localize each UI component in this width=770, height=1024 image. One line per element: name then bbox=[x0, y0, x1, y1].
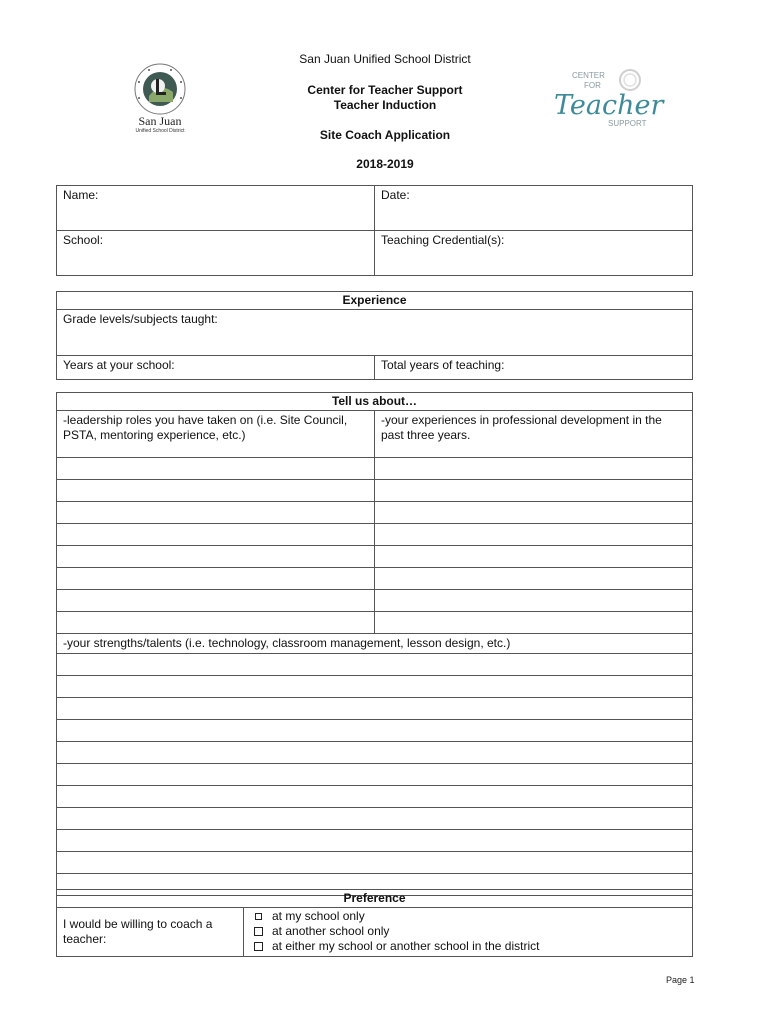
name-label: Name: bbox=[63, 188, 99, 202]
page-header bbox=[0, 0, 770, 180]
leadership-answer-line[interactable] bbox=[57, 590, 375, 612]
option-label: at another school only bbox=[272, 924, 390, 938]
preference-title: Preference bbox=[57, 890, 693, 908]
grade-levels-field[interactable] bbox=[57, 310, 693, 356]
logo-center-text: CENTER bbox=[572, 71, 605, 80]
strengths-prompt: -your strengths/talents (i.e. technology, classroom management, lesson design, etc.) bbox=[57, 634, 693, 654]
credential-label: Teaching Credential(s): bbox=[381, 233, 505, 247]
strengths-answer-line[interactable] bbox=[57, 786, 693, 808]
district-name: San Juan Unified School District bbox=[299, 52, 471, 66]
pd-answer-line[interactable] bbox=[375, 568, 693, 590]
logo-teacher-text: Teacher bbox=[554, 90, 664, 121]
leadership-answer-line[interactable] bbox=[57, 612, 375, 634]
checkbox-icon[interactable] bbox=[255, 913, 262, 920]
leadership-answer-line[interactable] bbox=[57, 502, 375, 524]
willing-label: I would be willing to coach a teacher: bbox=[57, 908, 244, 957]
strengths-answer-line[interactable] bbox=[57, 830, 693, 852]
grade-levels-label: Grade levels/subjects taught: bbox=[63, 312, 218, 326]
strengths-answer-line[interactable] bbox=[57, 676, 693, 698]
pd-answer-line[interactable] bbox=[375, 458, 693, 480]
option-either-school[interactable] bbox=[244, 939, 686, 954]
center-name: Center for Teacher Support bbox=[307, 83, 463, 97]
strengths-answer-line[interactable] bbox=[57, 698, 693, 720]
pd-answer-line[interactable] bbox=[375, 590, 693, 612]
experience-table bbox=[56, 291, 693, 380]
pd-answer-line[interactable] bbox=[375, 502, 693, 524]
option-label: at my school only bbox=[272, 909, 365, 923]
checkbox-icon[interactable] bbox=[254, 927, 263, 936]
total-years-label: Total years of teaching: bbox=[381, 358, 505, 372]
san-juan-name: San Juan bbox=[138, 114, 182, 128]
leadership-answer-line[interactable] bbox=[57, 480, 375, 502]
leadership-answer-line[interactable] bbox=[57, 524, 375, 546]
strengths-answer-line[interactable] bbox=[57, 852, 693, 874]
preference-options bbox=[244, 908, 693, 957]
center-for-teacher-support-logo bbox=[552, 66, 664, 130]
strengths-answer-line[interactable] bbox=[57, 764, 693, 786]
logo-for-text: FOR bbox=[584, 81, 601, 90]
name-field[interactable] bbox=[57, 186, 375, 231]
san-juan-subtitle: Unified School District bbox=[135, 128, 185, 134]
tell-us-table bbox=[56, 392, 693, 896]
leadership-answer-line[interactable] bbox=[57, 458, 375, 480]
program-name: Teacher Induction bbox=[333, 98, 437, 112]
school-field[interactable] bbox=[57, 231, 375, 276]
option-label: at either my school or another school in the district bbox=[272, 939, 540, 953]
option-another-school[interactable] bbox=[244, 924, 686, 939]
page-number: Page 1 bbox=[666, 975, 695, 985]
leadership-prompt: -leadership roles you have taken on (i.e. Site Council, PSTA, mentoring experience, etc.) bbox=[57, 411, 375, 458]
pd-answer-line[interactable] bbox=[375, 480, 693, 502]
checkbox-icon[interactable] bbox=[254, 942, 263, 951]
pd-answer-line[interactable] bbox=[375, 524, 693, 546]
date-field[interactable] bbox=[375, 186, 693, 231]
school-label: School: bbox=[63, 233, 104, 247]
pd-prompt: -your experiences in professional development in the past three years. bbox=[375, 411, 693, 458]
logo-support-text: SUPPORT bbox=[608, 119, 647, 128]
leadership-answer-line[interactable] bbox=[57, 546, 375, 568]
strengths-answer-line[interactable] bbox=[57, 720, 693, 742]
years-at-school-field[interactable] bbox=[57, 356, 375, 380]
school-year: 2018-2019 bbox=[356, 157, 414, 171]
date-label: Date: bbox=[381, 188, 410, 202]
preference-table bbox=[56, 889, 693, 957]
years-at-school-label: Years at your school: bbox=[63, 358, 175, 372]
pd-answer-line[interactable] bbox=[375, 612, 693, 634]
strengths-answer-line[interactable] bbox=[57, 654, 693, 676]
basic-info-table bbox=[56, 185, 693, 276]
experience-title: Experience bbox=[57, 292, 693, 310]
credential-field[interactable] bbox=[375, 231, 693, 276]
leadership-answer-line[interactable] bbox=[57, 568, 375, 590]
strengths-answer-line[interactable] bbox=[57, 808, 693, 830]
form-title: Site Coach Application bbox=[319, 128, 451, 142]
pd-answer-line[interactable] bbox=[375, 546, 693, 568]
strengths-answer-line[interactable] bbox=[57, 742, 693, 764]
total-years-field[interactable] bbox=[375, 356, 693, 380]
option-my-school[interactable] bbox=[244, 909, 686, 924]
tell-us-title: Tell us about… bbox=[57, 393, 693, 411]
